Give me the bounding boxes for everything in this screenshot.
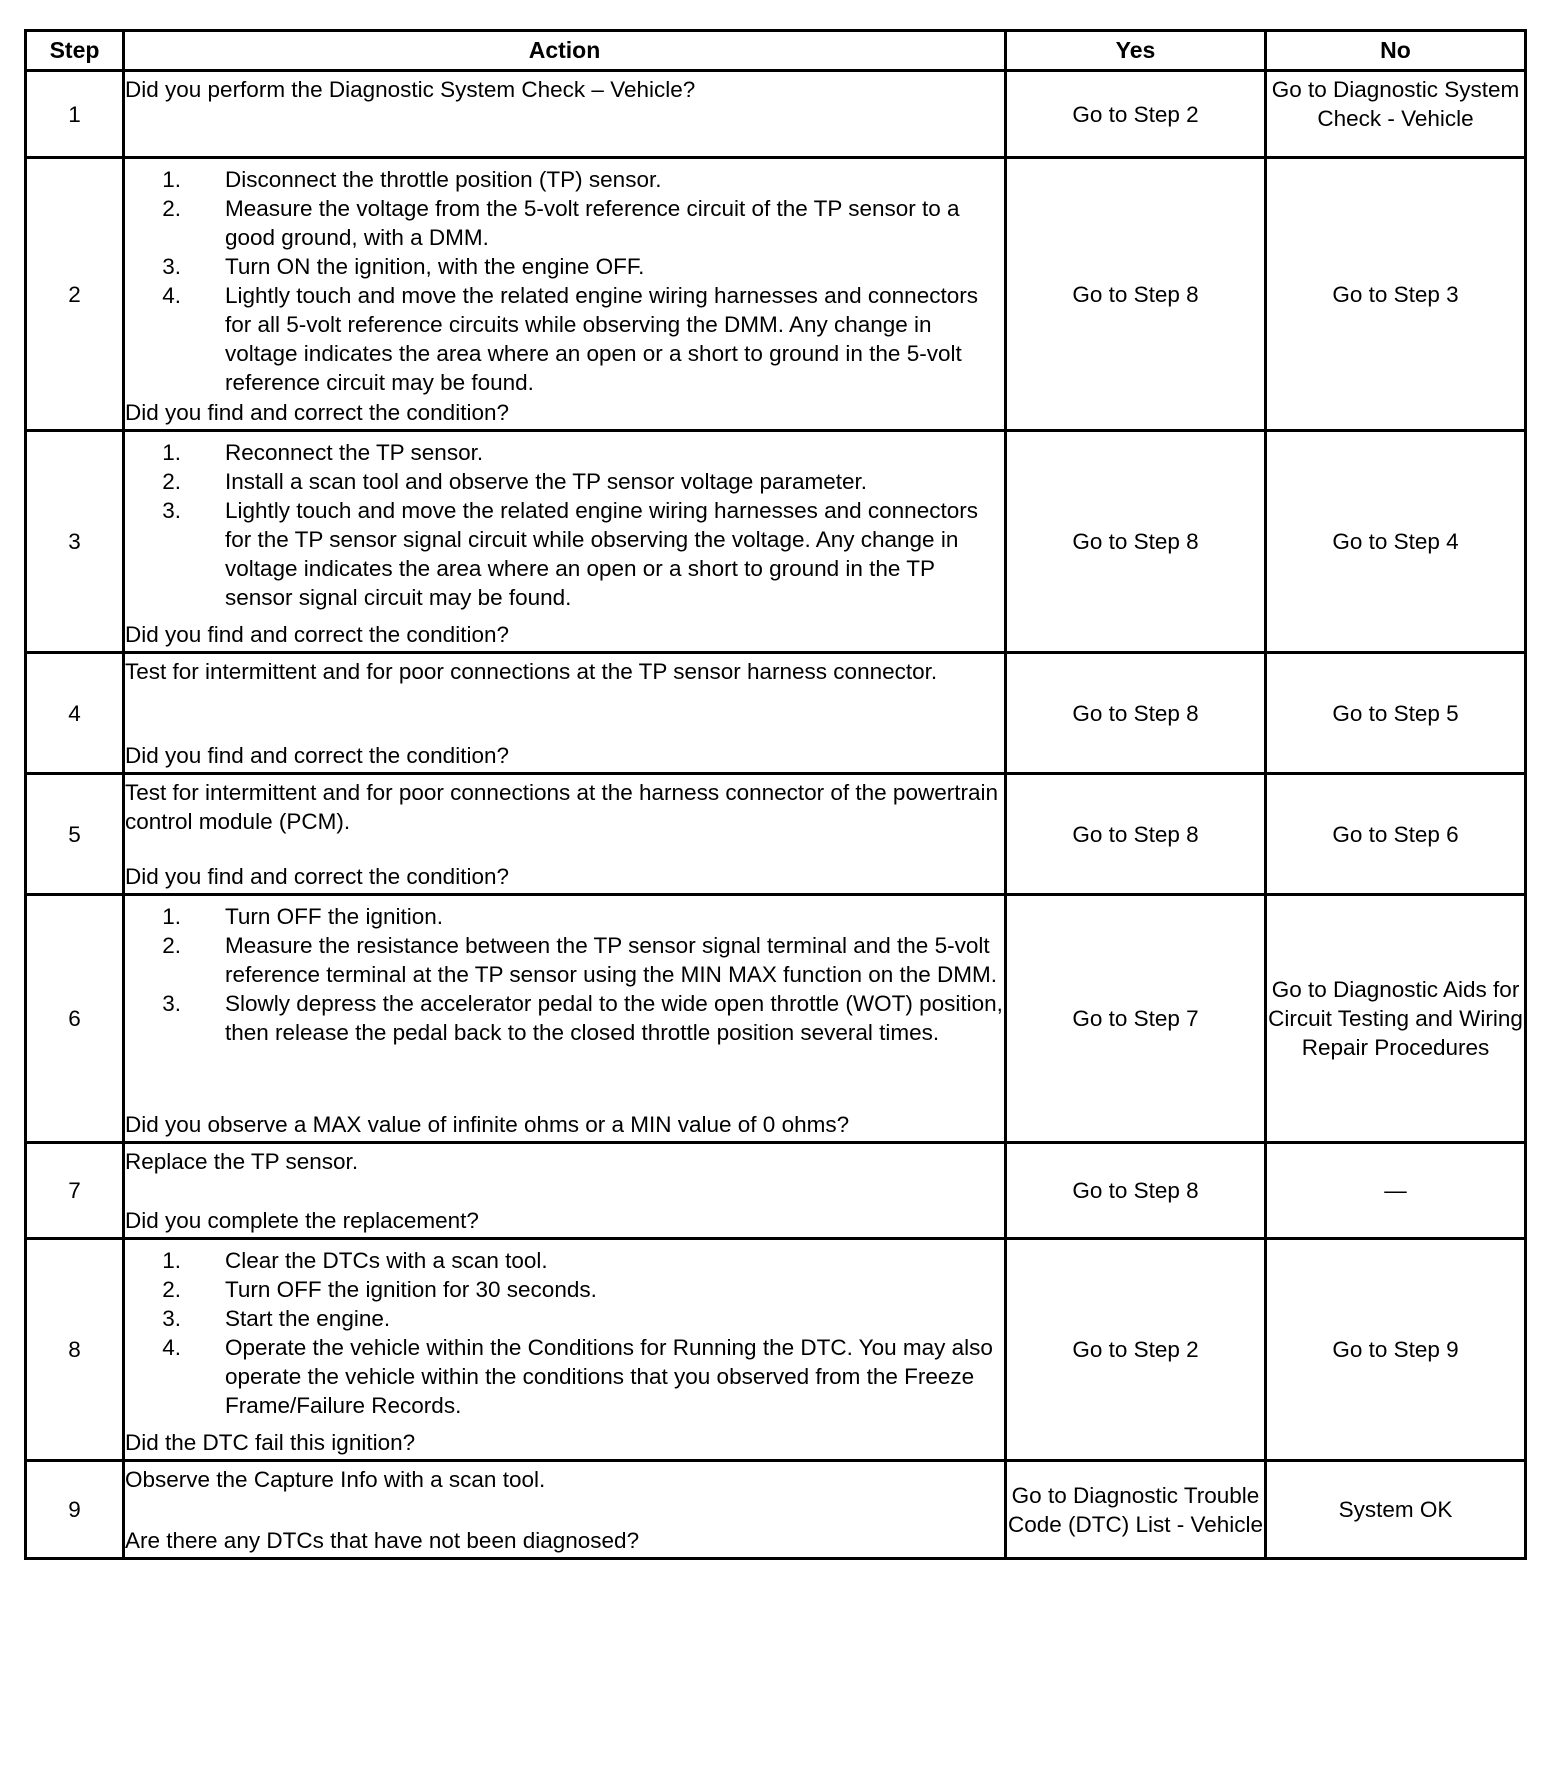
list-item-number: 3. [162, 991, 181, 1016]
list-item-number: 4. [162, 283, 181, 308]
header-yes: Yes [1006, 31, 1266, 71]
list-item [125, 1333, 1004, 1420]
list-item [125, 989, 1004, 1047]
action-question: Did you find and correct the condition? [125, 864, 509, 889]
no-outcome: Go to Diagnostic System Check - Vehicle [1266, 71, 1526, 158]
action-cell [124, 653, 1006, 774]
diagnostic-table [24, 29, 1527, 1560]
list-item [125, 438, 1004, 467]
table-row [26, 431, 1526, 653]
list-item-number: 3. [162, 254, 181, 279]
list-item-number: 1. [162, 904, 181, 929]
no-outcome: Go to Step 3 [1266, 158, 1526, 431]
action-cell [124, 431, 1006, 653]
list-item-number: 2. [162, 196, 181, 221]
list-item-number: 1. [162, 1248, 181, 1273]
step-number: 3 [26, 431, 124, 653]
action-question: Are there any DTCs that have not been diagnosed? [125, 1528, 640, 1553]
list-item-number: 3. [162, 1306, 181, 1331]
header-step: Step [26, 31, 124, 71]
step-number: 8 [26, 1239, 124, 1461]
header-no: No [1266, 31, 1526, 71]
list-item-text: Measure the voltage from the 5-volt reference circuit of the TP sensor to a good ground, with a DMM. [225, 196, 960, 250]
no-outcome: Go to Step 9 [1266, 1239, 1526, 1461]
header-row [26, 31, 1526, 71]
list-item [125, 281, 1004, 397]
list-item-text: Lightly touch and move the related engine wiring harnesses and connectors for the TP sensor signal circuit while observing the voltage. Any change in voltage indicates the area where an open or a short to ground in the TP sensor signal circuit may be found. [225, 498, 978, 610]
action-cell [124, 774, 1006, 895]
list-item [125, 1246, 1004, 1275]
step-number: 4 [26, 653, 124, 774]
action-question: Did you complete the replacement? [125, 1208, 479, 1233]
list-item [125, 194, 1004, 252]
step-number: 1 [26, 71, 124, 158]
list-item-text: Turn OFF the ignition for 30 seconds. [225, 1277, 597, 1302]
table-row [26, 653, 1526, 774]
no-outcome: — [1266, 1143, 1526, 1239]
list-item-text: Turn ON the ignition, with the engine OFF. [225, 254, 645, 279]
procedure-list [125, 902, 1004, 1047]
list-item [125, 902, 1004, 931]
list-item-text: Disconnect the throttle position (TP) sensor. [225, 167, 662, 192]
procedure-list [125, 438, 1004, 612]
step-number: 2 [26, 158, 124, 431]
action-cell [124, 895, 1006, 1143]
action-question: Did you find and correct the condition? [125, 622, 509, 647]
action-intro-text: Observe the Capture Info with a scan tool. [125, 1467, 546, 1492]
list-item [125, 1275, 1004, 1304]
step-number: 5 [26, 774, 124, 895]
list-item [125, 165, 1004, 194]
action-cell [124, 158, 1006, 431]
table-row [26, 895, 1526, 1143]
yes-outcome: Go to Step 8 [1006, 774, 1266, 895]
list-item-text: Lightly touch and move the related engine wiring harnesses and connectors for all 5-volt reference circuits while observing the DMM. Any change in voltage indicates the area where an open or a short to ground in the 5-volt reference circuit may be found. [225, 283, 978, 395]
procedure-list [125, 165, 1004, 397]
action-content [125, 654, 1004, 772]
list-item-text: Measure the resistance between the TP sensor signal terminal and the 5-volt reference terminal at the TP sensor using the MIN MAX function on the DMM. [225, 933, 998, 987]
action-intro-text: Test for intermittent and for poor connections at the harness connector of the powertrain control module (PCM). [125, 780, 998, 834]
no-outcome: Go to Step 5 [1266, 653, 1526, 774]
list-item-text: Slowly depress the accelerator pedal to the wide open throttle (WOT) position, then release the pedal back to the closed throttle position several times. [225, 991, 1003, 1045]
procedure-list [125, 1246, 1004, 1420]
table-row [26, 1143, 1526, 1239]
list-item-number: 3. [162, 498, 181, 523]
action-cell [124, 1143, 1006, 1239]
action-content [125, 1462, 1004, 1557]
action-instructions [125, 1144, 1004, 1176]
list-item-text: Clear the DTCs with a scan tool. [225, 1248, 548, 1273]
table-row [26, 1461, 1526, 1559]
yes-outcome: Go to Step 2 [1006, 1239, 1266, 1461]
list-item-text: Operate the vehicle within the Conditions for Running the DTC. You may also operate the vehicle within the conditions that you observed from the Freeze Frame/Failure Records. [225, 1335, 993, 1418]
list-item-number: 4. [162, 1335, 181, 1360]
no-outcome: System OK [1266, 1461, 1526, 1559]
list-item [125, 252, 1004, 281]
action-content [125, 1240, 1004, 1459]
action-cell [124, 1239, 1006, 1461]
yes-outcome: Go to Step 8 [1006, 431, 1266, 653]
list-item-number: 2. [162, 469, 181, 494]
action-instructions [125, 896, 1004, 1047]
action-instructions [125, 159, 1004, 397]
yes-outcome: Go to Step 2 [1006, 71, 1266, 158]
step-number: 7 [26, 1143, 124, 1239]
action-instructions [125, 775, 1004, 836]
table-row [26, 1239, 1526, 1461]
yes-outcome: Go to Step 8 [1006, 1143, 1266, 1239]
action-content [125, 1144, 1004, 1237]
list-item [125, 467, 1004, 496]
action-content [125, 775, 1004, 893]
action-question: Did you perform the Diagnostic System Check – Vehicle? [125, 77, 696, 102]
action-content [125, 72, 1004, 156]
action-question: Did you observe a MAX value of infinite ohms or a MIN value of 0 ohms? [125, 1112, 850, 1137]
action-instructions [125, 1462, 1004, 1494]
table-row [26, 774, 1526, 895]
no-outcome: Go to Diagnostic Aids for Circuit Testing and Wiring Repair Procedures [1266, 895, 1526, 1143]
yes-outcome: Go to Step 8 [1006, 158, 1266, 431]
action-question: Did you find and correct the condition? [125, 400, 509, 425]
list-item [125, 931, 1004, 989]
list-item [125, 496, 1004, 612]
header-action: Action [124, 31, 1006, 71]
list-item-number: 2. [162, 933, 181, 958]
list-item-number: 1. [162, 167, 181, 192]
table-row [26, 158, 1526, 431]
action-intro-text: Test for intermittent and for poor connections at the TP sensor harness connector. [125, 659, 938, 684]
table-body [26, 71, 1526, 1559]
list-item-number: 2. [162, 1277, 181, 1302]
action-question: Did the DTC fail this ignition? [125, 1430, 416, 1455]
action-content [125, 159, 1004, 429]
action-instructions [125, 1240, 1004, 1420]
action-intro-text: Replace the TP sensor. [125, 1149, 359, 1174]
action-instructions [125, 654, 1004, 686]
no-outcome: Go to Step 4 [1266, 431, 1526, 653]
table-row [26, 71, 1526, 158]
list-item-text: Reconnect the TP sensor. [225, 440, 484, 465]
diagnostic-table-sheet [24, 29, 1524, 1560]
step-number: 9 [26, 1461, 124, 1559]
action-content [125, 432, 1004, 651]
action-question: Did you find and correct the condition? [125, 743, 509, 768]
action-cell [124, 71, 1006, 158]
no-outcome: Go to Step 6 [1266, 774, 1526, 895]
action-content [125, 896, 1004, 1141]
action-cell [124, 1461, 1006, 1559]
list-item-text: Start the engine. [225, 1306, 391, 1331]
step-number: 6 [26, 895, 124, 1143]
yes-outcome: Go to Diagnostic Trouble Code (DTC) List - Vehicle [1006, 1461, 1266, 1559]
action-instructions [125, 432, 1004, 612]
yes-outcome: Go to Step 7 [1006, 895, 1266, 1143]
list-item-text: Turn OFF the ignition. [225, 904, 444, 929]
list-item-number: 1. [162, 440, 181, 465]
yes-outcome: Go to Step 8 [1006, 653, 1266, 774]
list-item [125, 1304, 1004, 1333]
list-item-text: Install a scan tool and observe the TP sensor voltage parameter. [225, 469, 868, 494]
